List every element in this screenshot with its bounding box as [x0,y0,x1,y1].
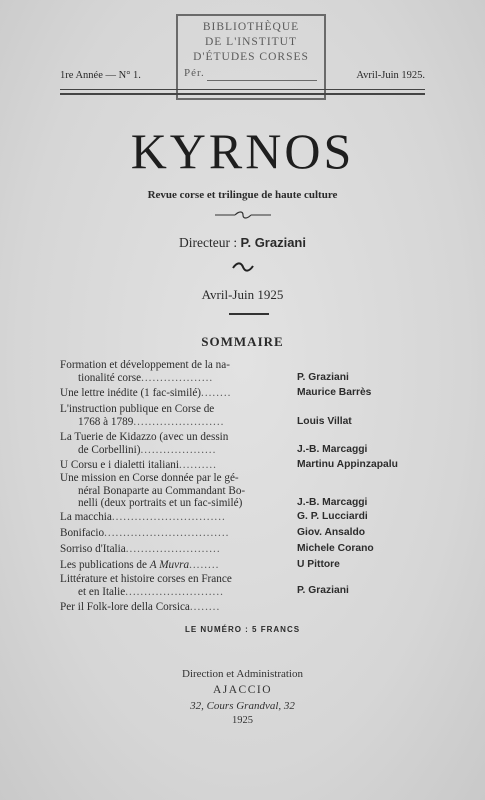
stamp-per-row [178,66,324,81]
leader-dots: ........ [189,601,221,613]
toc-entry-line: 1768 à 1789 [78,415,134,428]
toc-entry-line: tionalité corse [78,371,142,384]
toc-entry-line: Les publications de [60,559,147,571]
toc-entry-author: Giov. Ansaldo [297,527,366,538]
leader-dots: ........................ [133,415,225,428]
toc-entry-line: Une mission en Corse donnée par le gé- [60,472,239,484]
toc-entry-title [60,527,288,540]
ornament-swirl-icon [0,262,485,275]
director-label: Directeur : [179,235,238,250]
toc-entry-title [60,359,288,384]
toc-entry-title [60,559,288,572]
stamp-line-3: D'ÉTUDES CORSES [193,51,309,63]
toc-entry-author: Maurice Barrès [297,387,372,398]
issue-number: 1re Année — N° 1. [60,70,141,81]
director-line [0,235,485,251]
footer-address: 32, Cours Grandval, 32 [190,700,295,712]
toc-entry-author: Louis Villat [297,416,352,427]
issue-date: Avril-Juin 1925 [201,287,284,302]
toc-entry-line: Sorriso d'Italia [60,543,126,555]
toc-entry-line: néral Bonaparte au Commandant Bo- [78,484,246,497]
leader-dots: .............................. [111,511,226,523]
header-rule-thin [60,89,425,90]
toc-entry-line: Une lettre inédite (1 fac-similé) [60,387,202,399]
toc-entry-line: U Corsu e i dialetti italiani [60,459,179,471]
toc-entry-line: Formation et développement de la na- [60,359,230,371]
leader-dots: ........ [189,559,220,571]
header-period: Avril-Juin 1925. [356,70,425,81]
leader-dots: ........ [201,387,232,399]
toc-entry-line: L'instruction publique en Corse de [60,403,215,415]
toc-entry-title [60,403,288,428]
toc-entry-line: La Tuerie de Kidazzo (avec un dessin [60,431,229,443]
sommaire-heading: SOMMAIRE [201,334,284,349]
toc-entry-author: P. Graziani [297,372,349,383]
toc-entry-title [60,459,288,472]
toc-entry-title [60,431,288,456]
toc-entry-line: et en Italie [78,585,126,598]
toc-entry-italic: A Muvra [149,559,190,571]
toc-entry-author: P. Graziani [297,585,349,596]
toc-entry-line: Bonifacio [60,527,105,539]
toc-entry-line: Littérature et histoire corses en France [60,573,232,585]
toc-entry-author: J.-B. Marcaggi [297,444,368,455]
toc-entry-author: G. P. Lucciardi [297,511,368,522]
library-stamp [176,14,326,100]
toc-entry-title [60,472,288,510]
toc-entry-line: La macchia [60,511,112,523]
stamp-line-1: BIBLIOTHÈQUE [202,21,300,33]
footer-city: AJACCIO [212,684,273,696]
leader-dots: .................... [140,443,217,456]
director-name: P. Graziani [240,235,306,250]
journal-subtitle: Revue corse et trilingue de haute culture [147,189,338,201]
journal-title: KYRNOS [130,123,355,179]
issue-price: LE NUMÉRO : 5 FRANCS [184,625,301,634]
stamp-per-label: Pér. [184,67,205,79]
toc-entry-author: U Pittore [297,559,340,570]
leader-dots: ................... [141,371,214,384]
leader-dots: .......... [179,459,217,471]
header-rule-thick [60,93,425,95]
footer-year: 1925 [232,715,253,726]
footer-direction: Direction et Administration [182,668,303,680]
leader-dots: ......................... [125,543,221,555]
toc-entry-title [60,543,288,556]
toc-entry-title [60,573,288,598]
toc-entry-author: Michele Corano [297,543,374,554]
short-rule [229,313,269,315]
stamp-per-blank [207,80,317,81]
leader-dots: ................................. [104,527,230,539]
toc-entry-line: Per il Folk-lore della Corsica [60,601,190,613]
toc-entry-title [60,601,288,614]
stamp-line-2: DE L'INSTITUT [204,36,298,48]
toc-entry-title [60,511,288,524]
ornament-divider-icon [0,210,485,223]
toc-entry-title [60,387,288,400]
leader-dots: .......................... [125,585,224,598]
toc-entry-author: J.-B. Marcaggi [297,497,368,508]
toc-entry-author: Martinu Appinzapalu [297,459,398,470]
toc-entry-line: de Corbellini) [78,443,141,456]
toc-entry-line: nelli (deux portraits et un fac-similé) [78,497,243,509]
